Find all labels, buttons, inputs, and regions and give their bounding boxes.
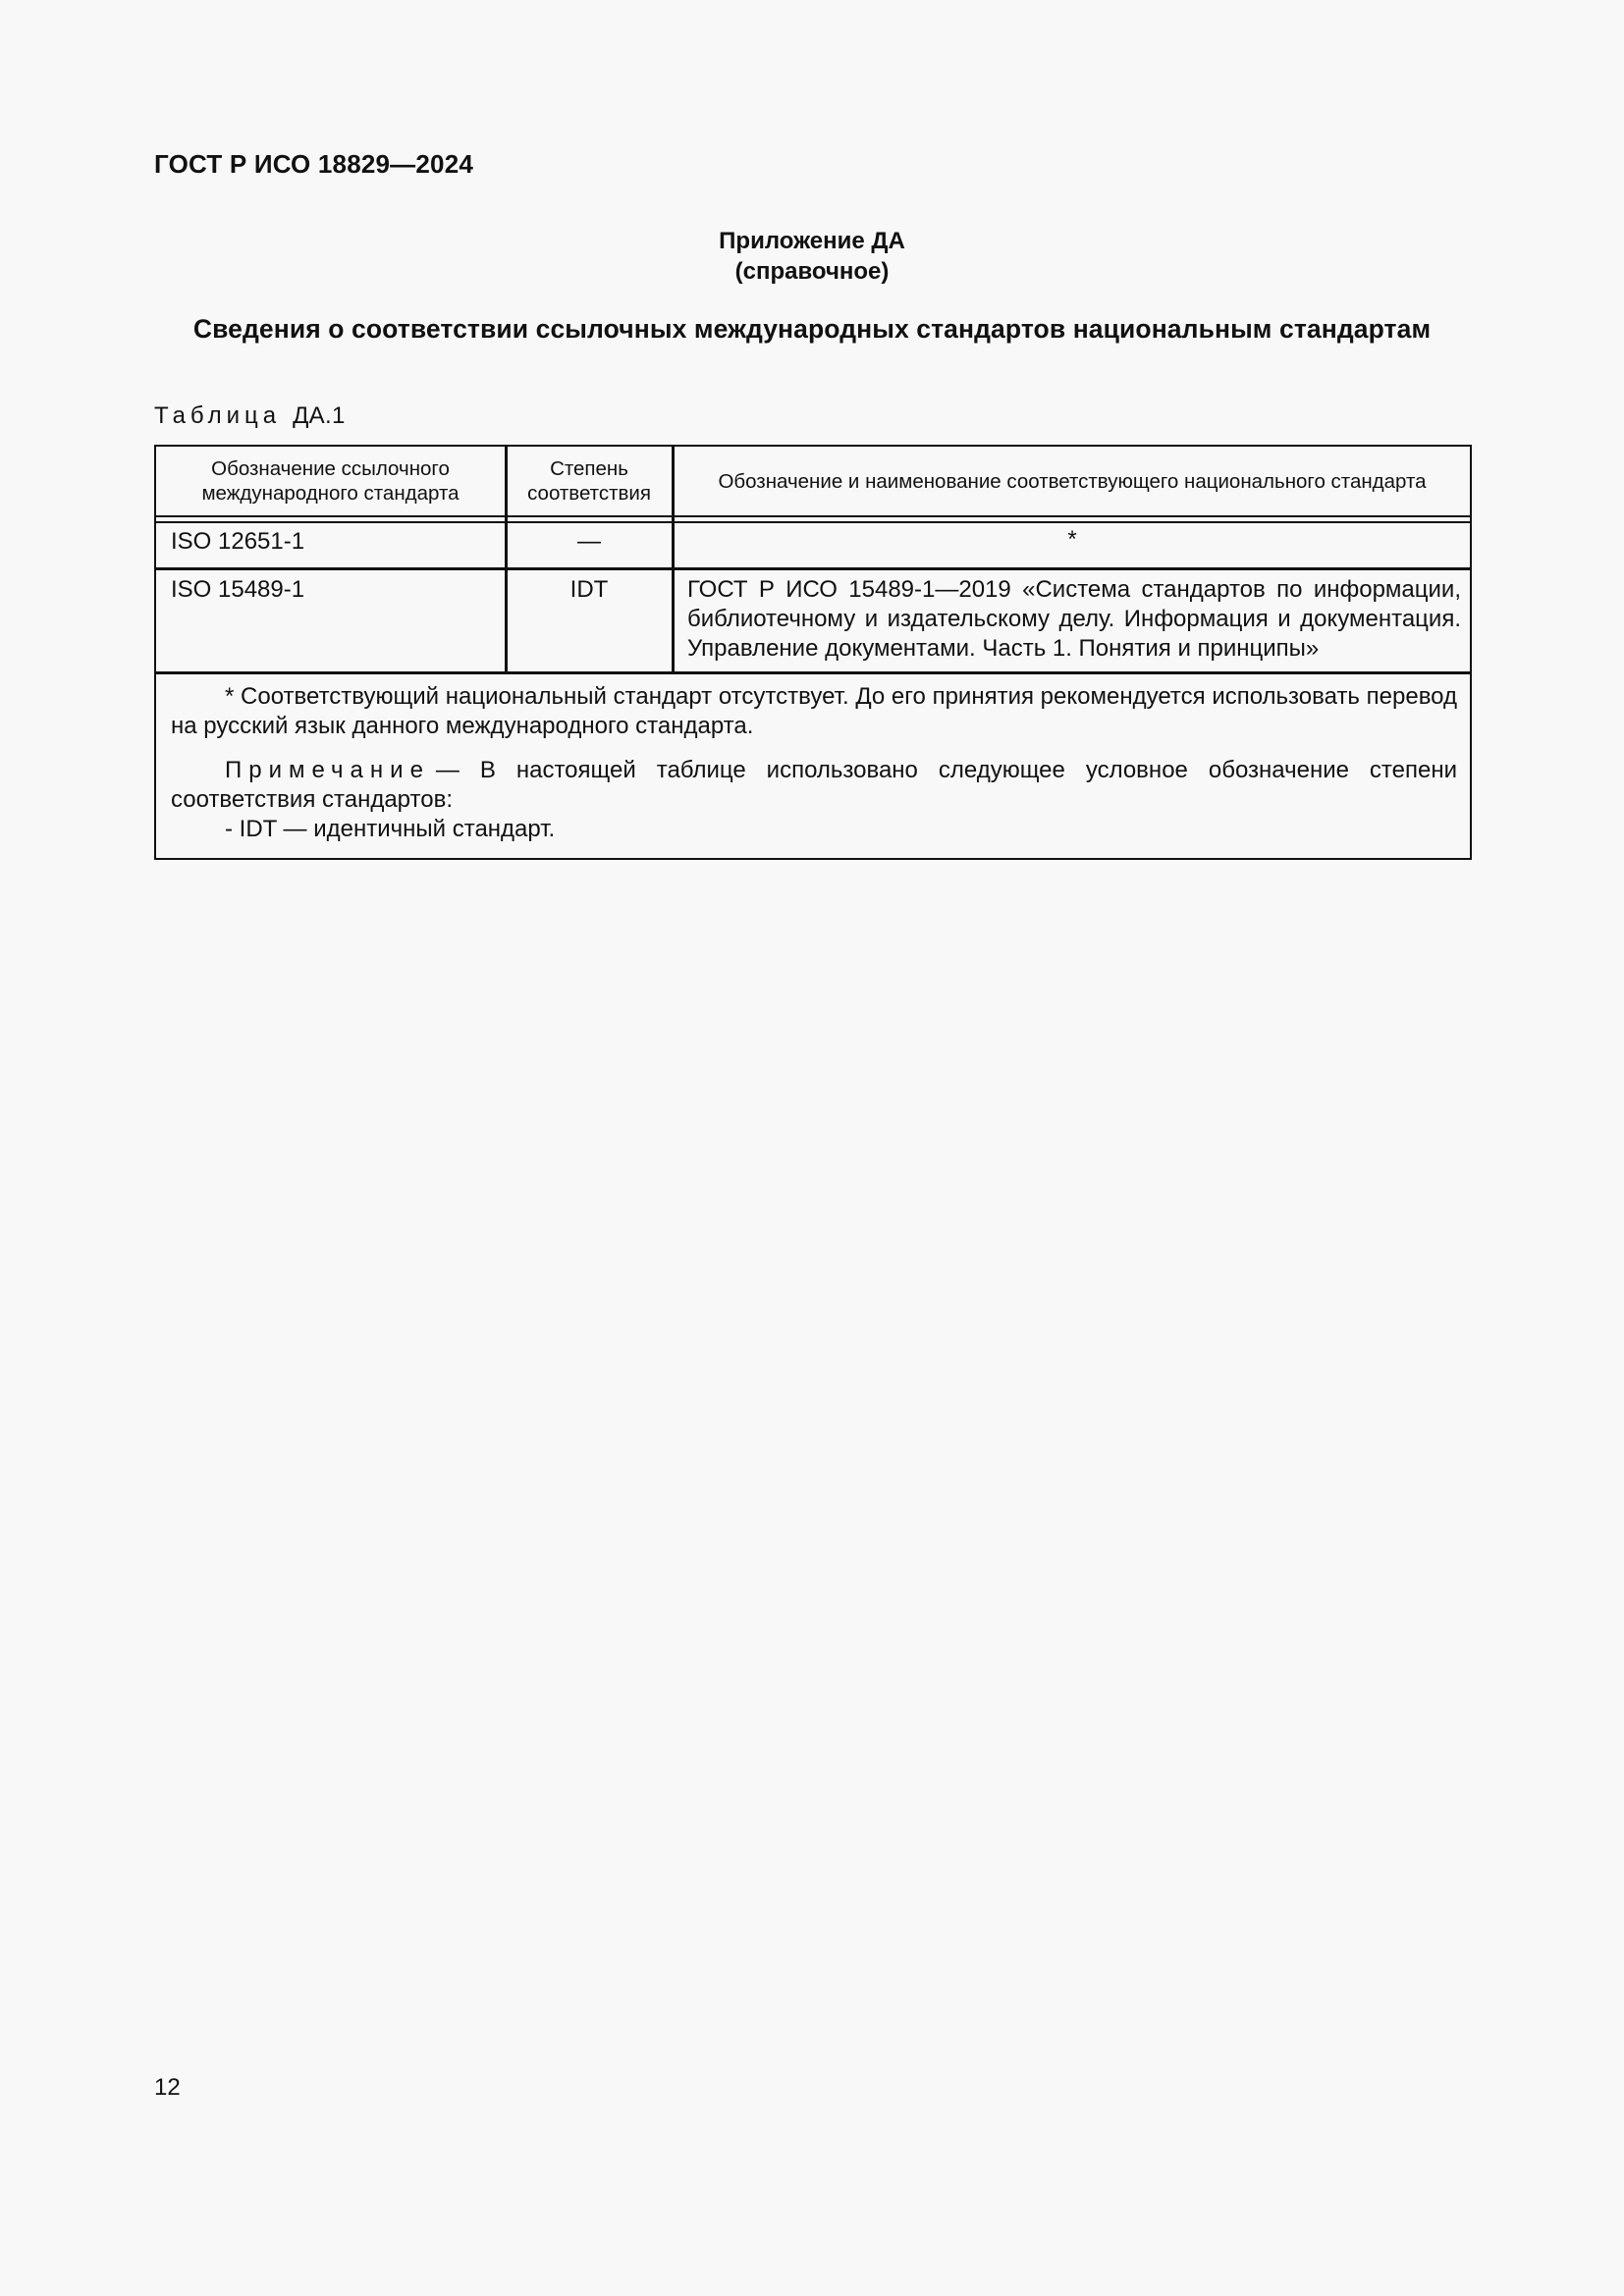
header-cell-ref: Обозначение ссылочного международного стандарта — [201, 457, 460, 505]
note-item: - IDT — идентичный стандарт. — [225, 816, 556, 842]
table-caption-label: Таблица — [154, 402, 282, 429]
header-cell-national: Обозначение и наименование соответствующего национального стандарта — [718, 470, 1427, 493]
appendix-subtitle: (справочное) — [734, 258, 890, 285]
correspondence-table — [154, 445, 1472, 860]
footnote: * Соответствующий национальный стандарт отсутствует. До его принятия рекомендуется использовать перевод на русский язык данного международного стандарта. — [171, 683, 1457, 739]
appendix-heading — [154, 226, 1470, 287]
cell-degree: IDT — [569, 576, 609, 603]
table-caption-number: ДА.1 — [293, 402, 346, 429]
document-id: ГОСТ Р ИСО 18829—2024 — [154, 149, 474, 179]
header-separator — [156, 521, 1470, 523]
cell-ref: ISO 12651-1 — [171, 528, 305, 555]
note — [171, 756, 1457, 815]
row-separator — [156, 671, 1470, 674]
note-text: — В настоящей таблице использовано следующее условное обозначение степени соответствия стандартов: — [171, 757, 1457, 813]
cell-national: ГОСТ Р ИСО 15489-1—2019 «Система стандартов по информации, библиотечному и издательскому делу. Информация и документация. Управление документами. Часть 1. Понятия и принципы» — [687, 576, 1461, 662]
page-number: 12 — [154, 2074, 181, 2101]
header-separator — [156, 515, 1470, 517]
cell-degree: — — [577, 528, 601, 555]
section-title: Сведения о соответствии ссылочных международных стандартов национальным стандартам — [192, 314, 1432, 344]
cell-ref: ISO 15489-1 — [171, 576, 305, 603]
cell-national: * — [1067, 526, 1077, 553]
header-cell-degree: Степень соответствия — [527, 457, 651, 505]
table-notes — [171, 682, 1457, 844]
note-label: Примечание — [225, 757, 430, 783]
row-separator — [156, 567, 1470, 570]
table-caption — [154, 402, 346, 430]
appendix-title: Приложение ДА — [719, 228, 905, 254]
